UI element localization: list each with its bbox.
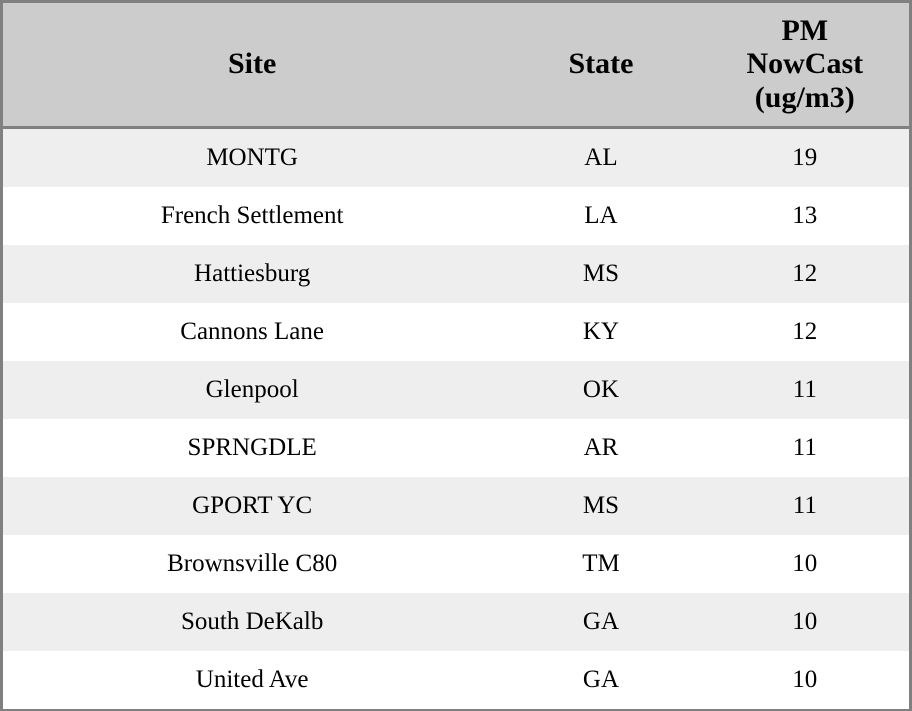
- cell-state: OK: [501, 361, 700, 419]
- table-row: [3, 419, 909, 477]
- table-row: [3, 477, 909, 535]
- cell-pm-nowcast: 11: [701, 419, 909, 477]
- cell-state: GA: [501, 651, 700, 709]
- table-row: [3, 535, 909, 593]
- table-header-row: [3, 3, 909, 127]
- cell-state: AL: [501, 127, 700, 187]
- table-row: [3, 651, 909, 709]
- cell-pm-nowcast: 10: [701, 535, 909, 593]
- column-header-state-line-1: State: [568, 47, 634, 81]
- cell-site: Glenpool: [3, 361, 501, 419]
- cell-site: Brownsville C80: [3, 535, 501, 593]
- cell-pm-nowcast: 11: [701, 477, 909, 535]
- pm-nowcast-table: [3, 3, 909, 709]
- table-row: [3, 303, 909, 361]
- cell-pm-nowcast: 10: [701, 593, 909, 651]
- column-header-state: [501, 3, 700, 127]
- table-row: [3, 245, 909, 303]
- cell-state: MS: [501, 245, 700, 303]
- column-header-pm-nowcast-line-2: NowCast: [746, 47, 864, 81]
- cell-site: GPORT YC: [3, 477, 501, 535]
- column-header-site: [3, 3, 501, 127]
- cell-state: MS: [501, 477, 700, 535]
- cell-pm-nowcast: 19: [701, 127, 909, 187]
- column-header-site-line-1: Site: [227, 47, 277, 81]
- table-body: [3, 127, 909, 709]
- column-header-pm-nowcast: [701, 3, 909, 127]
- cell-site: Hattiesburg: [3, 245, 501, 303]
- table-header: [3, 3, 909, 127]
- table-row: [3, 593, 909, 651]
- cell-site: Cannons Lane: [3, 303, 501, 361]
- cell-site: MONTG: [3, 127, 501, 187]
- cell-site: United Ave: [3, 651, 501, 709]
- cell-state: GA: [501, 593, 700, 651]
- column-header-pm-nowcast-line-3: (ug/m3): [754, 81, 855, 115]
- cell-site: SPRNGDLE: [3, 419, 501, 477]
- cell-site: French Settlement: [3, 187, 501, 245]
- table-row: [3, 127, 909, 187]
- cell-state: AR: [501, 419, 700, 477]
- cell-pm-nowcast: 12: [701, 245, 909, 303]
- column-header-pm-nowcast-line-1: PM: [781, 13, 829, 47]
- cell-pm-nowcast: 12: [701, 303, 909, 361]
- table-row: [3, 361, 909, 419]
- cell-pm-nowcast: 10: [701, 651, 909, 709]
- cell-site: South DeKalb: [3, 593, 501, 651]
- cell-state: TM: [501, 535, 700, 593]
- cell-state: KY: [501, 303, 700, 361]
- table-row: [3, 187, 909, 245]
- cell-pm-nowcast: 11: [701, 361, 909, 419]
- cell-state: LA: [501, 187, 700, 245]
- cell-pm-nowcast: 13: [701, 187, 909, 245]
